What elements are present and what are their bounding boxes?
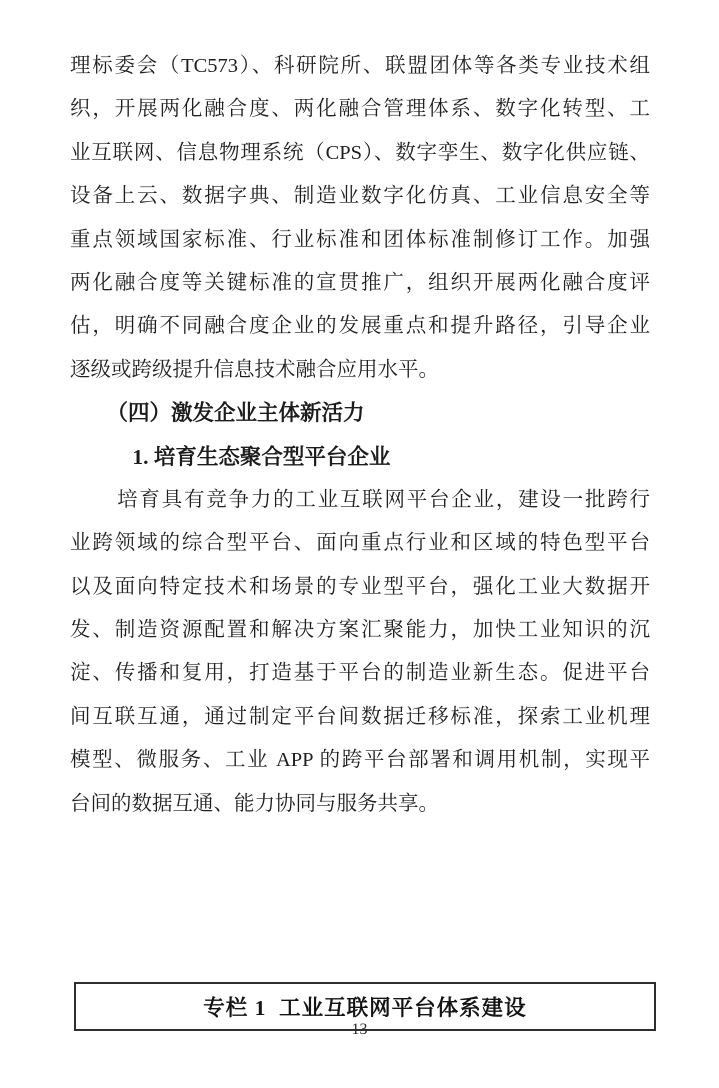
paragraph-line: 设备上云、数据字典、制造业数字化仿真、工业信息安全等 [70,185,650,208]
document-body [70,45,650,826]
paragraph-line: 淀、传播和复用，打造基于平台的制造业新生态。促进平台 [70,662,650,685]
paragraph-line: 以及面向特定技术和场景的专业型平台，强化工业大数据开 [70,575,650,598]
paragraph-line: 业跨领域的综合型平台、面向重点行业和区域的特色型平台 [70,532,650,555]
paragraph-line: 估，明确不同融合度企业的发展重点和提升路径，引导企业 [70,315,650,338]
page-number: 13 [351,1021,368,1038]
paragraph-line: 培育具有竞争力的工业互联网平台企业，建设一批跨行 [117,488,650,511]
paragraph-line: 重点领域国家标准、行业标准和团体标准制修订工作。加强 [70,228,650,251]
paragraph-line: 织，开展两化融合度、两化融合管理体系、数字化转型、工 [70,98,650,121]
paragraph-line: 模型、微服务、工业 APP 的跨平台部署和调用机制，实现平 [70,749,650,772]
section-heading: （四）激发企业主体新活力 [106,401,365,426]
paragraph-line: 业互联网、信息物理系统（CPS）、数字孪生、数字化供应链、 [70,141,650,164]
subsection-heading: 1. 培育生态聚合型平台企业 [132,444,391,469]
paragraph-line: 理标委会（TC573）、科研院所、联盟团体等各类专业技术组 [70,55,650,77]
paragraph-line: 台间的数据互通、能力协同与服务共享。 [70,792,439,815]
paragraph-line: 逐级或跨级提升信息技术融合应用水平。 [70,358,439,381]
paragraph-line: 间互联互通，通过制定平台间数据迁移标准，探索工业机理 [70,705,650,728]
callout-box-title: 专栏 1 工业互联网平台体系建设 [203,996,527,1020]
paragraph-line: 发、制造资源配置和解决方案汇聚能力，加快工业知识的沉 [70,619,650,642]
paragraph-line: 两化融合度等关键标准的宣贯推广，组织开展两化融合度评 [70,271,650,294]
